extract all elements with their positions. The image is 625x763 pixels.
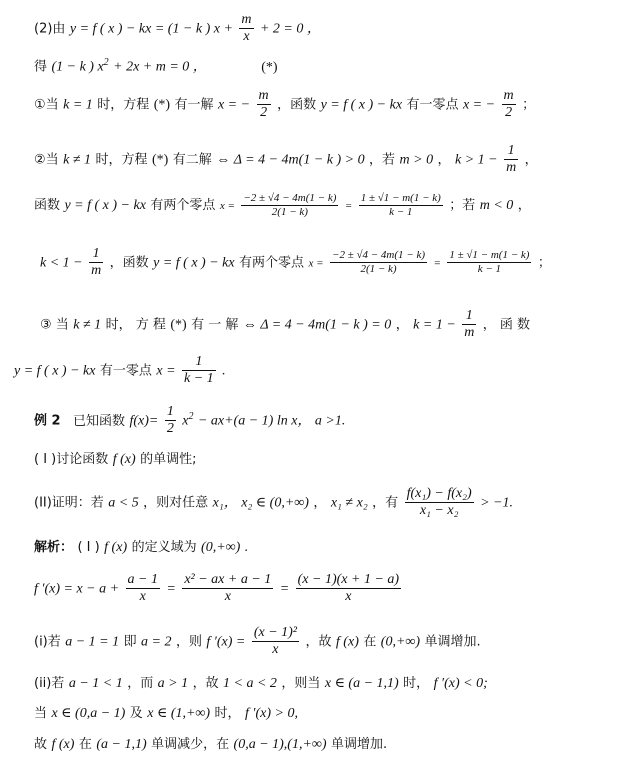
text: (2)由 <box>34 21 66 37</box>
formula: + 2 = 0 ， <box>259 21 321 37</box>
fraction: $\frac{1 \pm √1 - m(1 - k)}{k - 1}$ <box>360 192 441 218</box>
text: (ii)若 <box>34 676 65 691</box>
text: 即 <box>123 634 137 650</box>
text: 单调减少，在 <box>151 737 230 752</box>
text: (i)若 <box>34 634 61 650</box>
text: ，函数 <box>277 97 317 113</box>
formula: x = − <box>462 97 496 113</box>
formula: f (x) <box>104 540 128 555</box>
text: 有两个零点 <box>239 255 305 271</box>
fraction: $\frac{\text{x² − ax + a − 1}}{x}$ <box>184 572 272 605</box>
text: 时， 方 程 <box>105 317 166 333</box>
formula: − ax+(a − 1) ln x， a >1. <box>197 413 346 429</box>
line-analysis <box>34 540 248 555</box>
text: ( I )讨论函数 <box>34 452 109 467</box>
equation-label: (*) <box>261 59 278 75</box>
line-question1 <box>34 452 196 467</box>
text: ， <box>313 495 327 511</box>
text: 时， <box>403 676 430 691</box>
text: ①当 <box>34 97 59 113</box>
line-derivative <box>34 572 403 605</box>
text: ，则对任意 <box>143 495 209 511</box>
fraction: $\frac{1}{k - 1}$ <box>184 354 214 387</box>
text: ，若 <box>369 152 396 168</box>
fraction: $\frac{(x - 1)(x + 1 - a)}{x}$ <box>297 572 400 605</box>
text: ， <box>517 198 531 214</box>
text: ， <box>524 152 538 168</box>
text: 函数 <box>34 198 61 214</box>
formula: (1 − k ) x <box>51 59 104 75</box>
formula: (*) <box>170 317 187 333</box>
formula: = <box>166 581 176 597</box>
text: ，则 <box>175 634 202 650</box>
text: 时， <box>214 706 241 721</box>
text: ，故 <box>305 634 332 650</box>
text: 有一零点 <box>99 363 152 379</box>
text: 单调增加. <box>424 634 481 650</box>
formula: a = 2 <box>141 634 172 650</box>
formula: k > 1 − <box>455 152 498 168</box>
text: 单调增加. <box>331 737 388 752</box>
formula: f(x)= <box>129 413 159 429</box>
text: 时，方程 <box>95 152 148 168</box>
line-two-zeros-m-negative <box>40 246 551 279</box>
text: ，故 <box>192 676 219 691</box>
fraction: $\frac{m}{2}$ <box>503 88 514 121</box>
formula: m < 0 <box>479 198 514 214</box>
fraction: $\frac{1}{m}$ <box>464 308 475 341</box>
formula: f ′(x) < 0; <box>433 676 488 691</box>
exponent: 2 <box>188 410 194 422</box>
formula: k ≠ 1 <box>63 152 92 168</box>
formula: ⇔ Δ = 4 − 4m(1 − k ) > 0 <box>216 152 365 168</box>
formula: (a − 1,1) <box>96 737 147 752</box>
text: 及 <box>129 706 143 721</box>
formula: k ≠ 1 <box>73 317 102 333</box>
fraction: $\frac{1}{2}$ <box>166 404 174 437</box>
formula: x <box>182 413 189 429</box>
formula: x ∈ (1,+∞) <box>147 706 211 721</box>
line-part2-equation <box>34 12 321 45</box>
line-case3 <box>40 308 530 341</box>
formula: f (x) <box>51 737 75 752</box>
text: 故 <box>34 737 48 752</box>
line-quadratic <box>34 58 278 75</box>
formula: (0,+∞) <box>201 540 241 555</box>
analysis-label: 解析： <box>34 540 74 555</box>
formula: = <box>279 581 290 597</box>
text: 得 <box>34 59 48 75</box>
fraction: $\frac{1 \pm √1 - m(1 - k)}{k - 1}$ <box>449 249 530 276</box>
formula: f ′(x) = x − a + <box>34 581 120 597</box>
formula: k < 1 − <box>40 255 83 271</box>
formula: f ′(x) = <box>206 634 246 650</box>
text: ，有 <box>372 495 399 511</box>
line-two-zeros-m-positive <box>34 192 531 218</box>
text: 有两个零点 <box>150 198 216 214</box>
text: ； <box>522 97 536 113</box>
example-label: 例 2 <box>34 413 61 429</box>
formula: = <box>344 200 353 213</box>
text: ， 函 数 <box>482 317 531 333</box>
formula: > −1. <box>480 495 514 511</box>
line-case-i <box>34 625 481 658</box>
formula: (*) <box>153 97 171 113</box>
line-conclusion <box>34 737 387 752</box>
text: 有 一 解 <box>191 317 239 333</box>
formula: k = 1 − <box>413 317 456 333</box>
text: 在 <box>363 634 377 650</box>
text: ，则当 <box>281 676 321 691</box>
fraction: $\frac{-2 \pm √4 - 4m(1 - k)}{2(1 - k)}$ <box>332 249 426 276</box>
exponent: 2 <box>103 57 109 68</box>
formula: a − 1 < 1 <box>68 676 123 691</box>
text: ，函数 <box>109 255 149 271</box>
line-increasing-intervals <box>34 706 298 721</box>
formula: a > 1 <box>157 676 189 691</box>
text: (II)证明：若 <box>34 495 104 511</box>
fraction: $\frac{1}{m}$ <box>91 246 102 279</box>
formula: (0,+∞) <box>380 634 421 650</box>
fraction: $\frac{m}{2}$ <box>258 88 269 121</box>
formula: x₁ ≠ x₂ <box>330 495 368 511</box>
formula: (0,a − 1),(1,+∞) <box>233 737 327 752</box>
text: 当 <box>34 706 48 721</box>
line-case2 <box>34 143 538 176</box>
text: ③ 当 <box>40 317 69 333</box>
fraction: $\frac{a - 1}{x}$ <box>127 572 158 605</box>
text: 有一解 <box>174 97 214 113</box>
line-example2 <box>34 404 345 437</box>
formula: a − 1 = 1 <box>65 634 120 650</box>
fraction: $\frac{\text{(x − 1)²}}{x}$ <box>253 625 297 658</box>
fraction: $\frac{-2 \pm √4 - 4m(1 - k)}{2(1 - k)}$ <box>243 192 337 218</box>
text: 在 <box>78 737 92 752</box>
line-case-ii <box>34 676 488 691</box>
formula: (*) <box>151 152 169 168</box>
text: ， <box>437 152 451 168</box>
formula: f (x) <box>335 634 359 650</box>
fraction: $\frac{\text{f(x₁) − f(x₂)}}{\text{x₁ − x₂}}$ <box>406 486 472 519</box>
formula: + 2x + m = 0 ， <box>113 59 207 75</box>
text: 的单调性; <box>140 452 197 467</box>
formula: x = <box>156 363 176 379</box>
formula: . <box>244 540 249 555</box>
text: 的定义域为 <box>131 540 197 555</box>
formula: 1 < a < 2 <box>223 676 277 691</box>
formula: a < 5 <box>108 495 139 511</box>
formula: x = <box>219 200 235 213</box>
formula: x₁， x₂ ∈ (0,+∞) <box>212 495 309 511</box>
text: 有二解 <box>172 152 212 168</box>
text: ( I ) <box>77 540 100 555</box>
formula: f ′(x) > 0, <box>245 706 298 721</box>
fraction-m-over-x: $\frac{m}{x}$ <box>241 12 252 45</box>
formula: y = f ( x ) − kx = (1 − k ) x + <box>69 21 233 37</box>
line-case1 <box>34 88 535 121</box>
line-one-zero <box>14 354 226 387</box>
text: ， <box>395 317 409 333</box>
line-question2 <box>34 486 513 519</box>
text: ；若 <box>449 198 476 214</box>
text: ②当 <box>34 152 59 168</box>
fraction: $\frac{1}{m}$ <box>506 143 517 176</box>
text: 时，方程 <box>97 97 150 113</box>
formula: y = f ( x ) − kx <box>64 198 146 214</box>
formula: x = − <box>217 97 251 113</box>
formula: ⇔ Δ = 4 − 4m(1 − k ) = 0 <box>242 317 392 333</box>
formula: m > 0 <box>399 152 434 168</box>
formula: x ∈ (a − 1,1) <box>324 676 399 691</box>
formula: y = f ( x ) − kx <box>320 97 403 113</box>
formula: x ∈ (0,a − 1) <box>51 706 126 721</box>
formula: y = f ( x ) − kx <box>153 255 235 271</box>
formula: k = 1 <box>63 97 93 113</box>
formula: x = <box>308 257 324 270</box>
text: ，而 <box>127 676 154 691</box>
text: 有一零点 <box>406 97 459 113</box>
formula: f (x) <box>112 452 136 467</box>
formula: = <box>433 257 441 270</box>
text: 已知函数 <box>73 413 126 429</box>
text: ； <box>537 255 551 271</box>
formula: y = f ( x ) − kx <box>14 363 96 379</box>
formula: . <box>222 363 226 379</box>
